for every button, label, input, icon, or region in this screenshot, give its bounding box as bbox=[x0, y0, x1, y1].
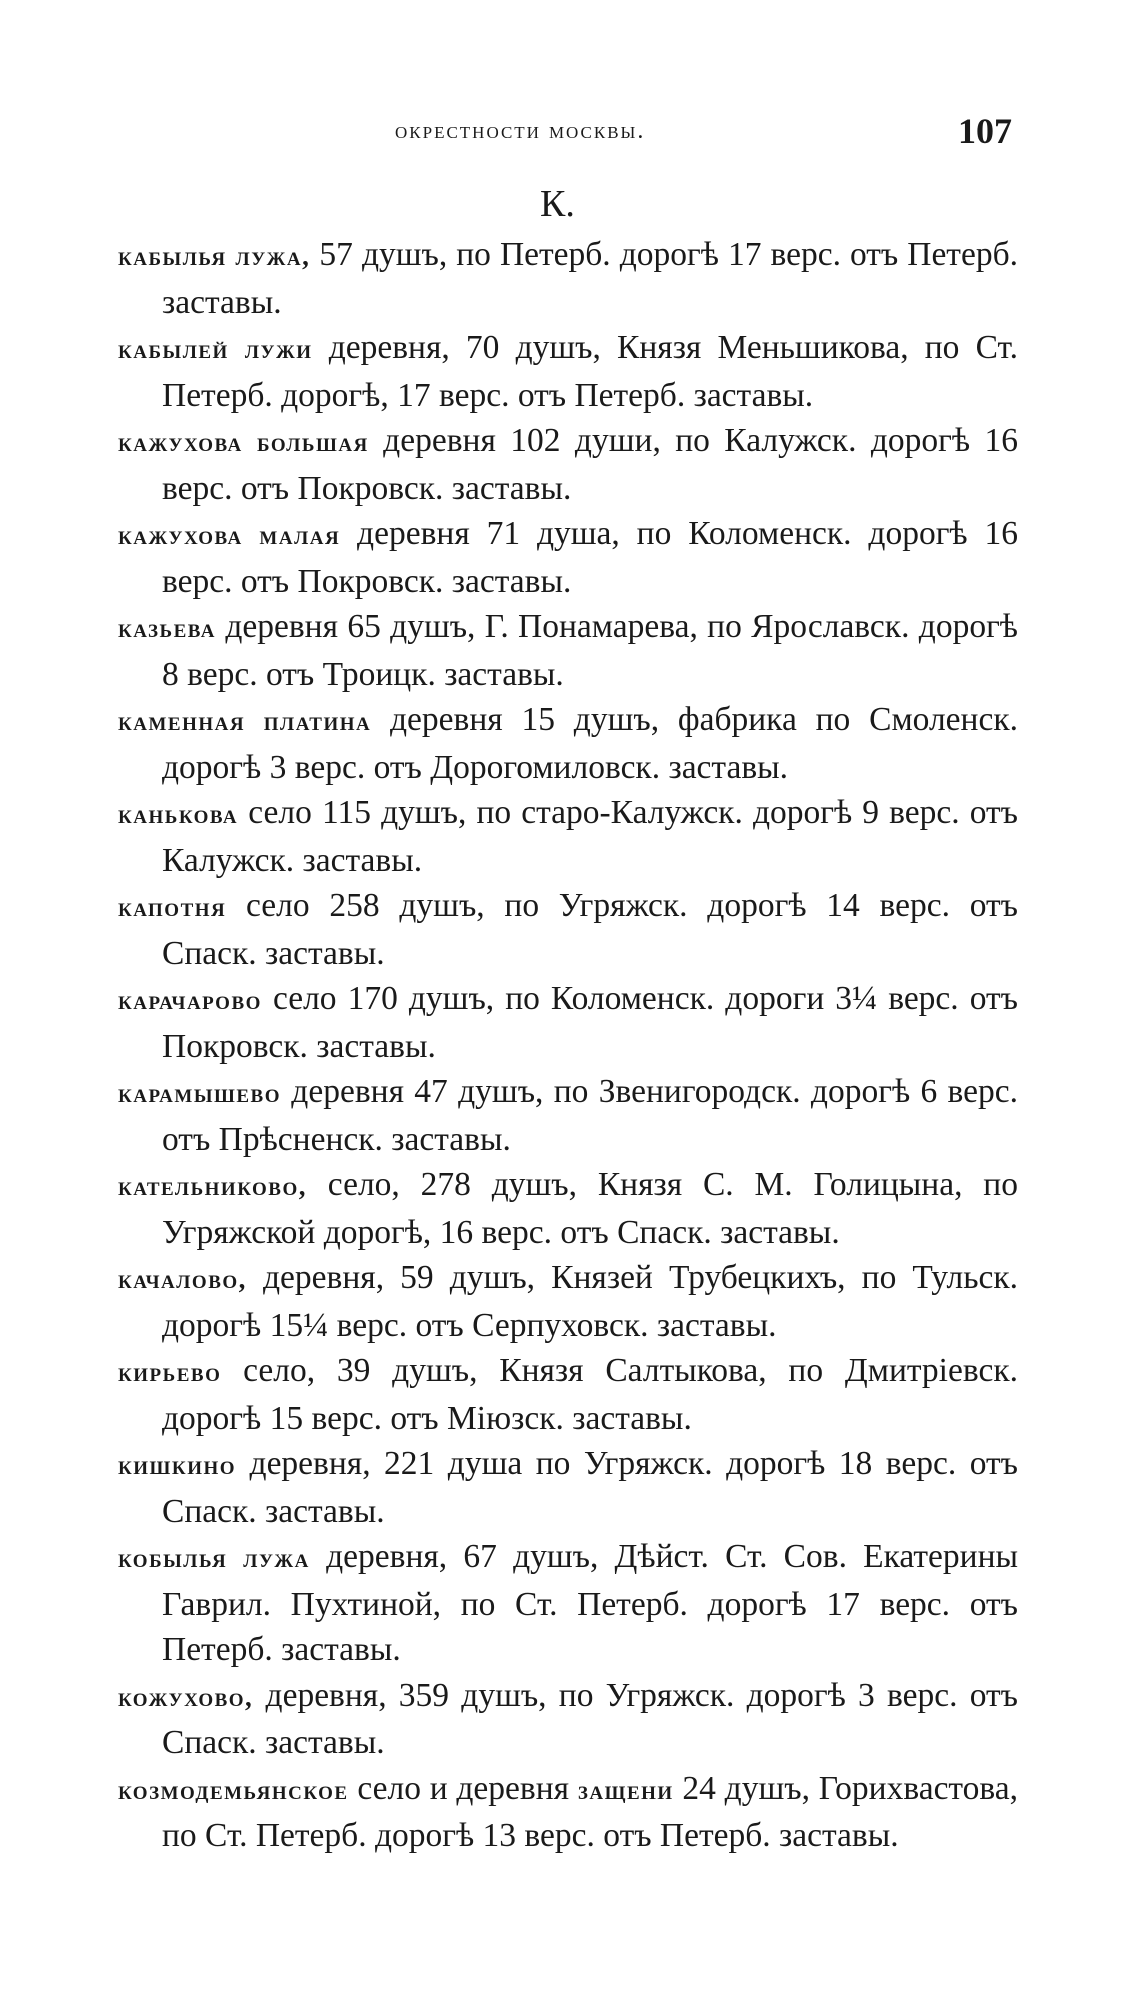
entry-headword: кажухова малая bbox=[118, 520, 341, 550]
entry-headword: кабылья лужа, bbox=[118, 241, 311, 271]
entry-text: деревня, 70 душъ, Князя Меньшикова, по Ст. Петерб. дорогѣ, 17 верс. отъ Петерб. заставы. bbox=[162, 329, 1018, 414]
entry-text: село, 39 душъ, Князя Салтыкова, по Дмитріевск. дорогѣ 15 верс. отъ Міюзск. заставы. bbox=[162, 1352, 1018, 1437]
gazetteer-entry bbox=[118, 1069, 1018, 1162]
entry-headword-secondary: защени bbox=[577, 1774, 674, 1805]
gazetteer-entry bbox=[118, 1255, 1018, 1348]
entry-text: село 170 душъ, по Коломенск. дороги 3¼ верс. отъ Покровск. заставы. bbox=[162, 980, 1018, 1065]
entry-headword: карачарово bbox=[118, 985, 262, 1015]
entry-text-continued: 24 душъ, Горихвастова, по Ст. Петерб. дорогѣ 13 верс. отъ Петерб. заставы. bbox=[162, 1769, 1019, 1854]
gazetteer-entry bbox=[118, 1348, 1018, 1441]
entry-headword: капотня bbox=[118, 892, 227, 922]
gazetteer-entry bbox=[118, 1162, 1018, 1255]
page-number: 107 bbox=[958, 111, 1012, 151]
gazetteer-entry bbox=[118, 1534, 1018, 1673]
entry-headword: канькова bbox=[118, 799, 239, 829]
entry-text: деревня 47 душъ, по Звенигородск. дорогѣ 6 верс. отъ Прѣсненск. заставы. bbox=[162, 1073, 1018, 1158]
entry-text: 57 душъ, по Петерб. дорогѣ 17 верс. отъ Петерб. заставы. bbox=[162, 236, 1018, 321]
entry-text: село, 278 душъ, Князя С. М. Голицына, по Угряжской дорогѣ, 16 верс. отъ Спаск. заставы. bbox=[162, 1166, 1018, 1251]
gazetteer-entry bbox=[118, 1766, 1018, 1859]
entry-text: деревня 102 души, по Калужск. дорогѣ 16 верс. отъ Покровск. заставы. bbox=[162, 422, 1018, 507]
entry-text: деревня, 59 душъ, Князей Трубецкихъ, по Тульск. дорогѣ 15¼ верс. отъ Серпуховск. заставы. bbox=[162, 1259, 1018, 1344]
gazetteer-entry bbox=[118, 976, 1018, 1069]
entry-text: деревня 65 душъ, Г. Понамарева, по Ярославск. дорогѣ 8 верс. отъ Троицк. заставы. bbox=[162, 608, 1018, 693]
gazetteer-entry bbox=[118, 511, 1018, 604]
gazetteer-entry bbox=[118, 604, 1018, 697]
entry-headword: кобылья лужа bbox=[118, 1543, 310, 1573]
gazetteer-entry bbox=[118, 1673, 1018, 1766]
entry-text: село и деревня bbox=[348, 1769, 578, 1807]
entry-headword: кожухово, bbox=[118, 1681, 254, 1712]
gazetteer-entry bbox=[118, 1441, 1018, 1534]
entry-headword: кательниково, bbox=[118, 1171, 307, 1201]
entry-text: деревня, 359 душъ, по Угряжск. дорогѣ 3 верс. отъ Спаск. заставы. bbox=[162, 1676, 1018, 1761]
entry-text: село 115 душъ, по старо-Калужск. дорогѣ 9 верс. отъ Калужск. заставы. bbox=[162, 794, 1018, 879]
gazetteer-entry bbox=[118, 790, 1018, 883]
entry-headword: кабылей лужи bbox=[118, 334, 313, 364]
entry-headword: кажухова большая bbox=[118, 427, 369, 457]
running-title: окрестности москвы. bbox=[395, 118, 646, 144]
gazetteer-entry bbox=[118, 697, 1018, 790]
entry-text: село 258 душъ, по Угряжск. дорогѣ 14 верс. отъ Спаск. заставы. bbox=[162, 887, 1018, 972]
entry-headword: козмодемьянское bbox=[118, 1774, 349, 1805]
entry-headword: кишкино bbox=[118, 1450, 237, 1480]
entry-text: деревня, 221 душа по Угряжск. дорогѣ 18 верс. отъ Спаск. заставы. bbox=[162, 1445, 1018, 1530]
entry-text: деревня 71 душа, по Коломенск. дорогѣ 16 верс. отъ Покровск. заставы. bbox=[162, 515, 1018, 600]
entry-headword: каменная платина bbox=[118, 706, 372, 736]
gazetteer-entry bbox=[118, 418, 1018, 511]
gazetteer-entry bbox=[118, 232, 1018, 325]
entry-headword: кирьево bbox=[118, 1357, 222, 1387]
gazetteer-entry bbox=[118, 883, 1018, 976]
entry-headword: карамышево bbox=[118, 1078, 281, 1108]
entry-headword: казьева bbox=[118, 613, 216, 643]
entry-text: деревня, 67 душъ, Дѣйст. Ст. Сов. Екатерины Гаврил. Пухтиной, по Ст. Петерб. дорогѣ 17 верс. отъ Петерб. заставы. bbox=[162, 1538, 1018, 1668]
entry-headword: качалово, bbox=[118, 1264, 247, 1294]
entry-text: деревня 15 душъ, фабрика по Смоленск. дорогѣ 3 верс. отъ Дорогомиловск. заставы. bbox=[162, 701, 1018, 786]
gazetteer-entries bbox=[118, 232, 1018, 1859]
section-letter: К. bbox=[540, 183, 575, 225]
gazetteer-entry bbox=[118, 325, 1018, 418]
